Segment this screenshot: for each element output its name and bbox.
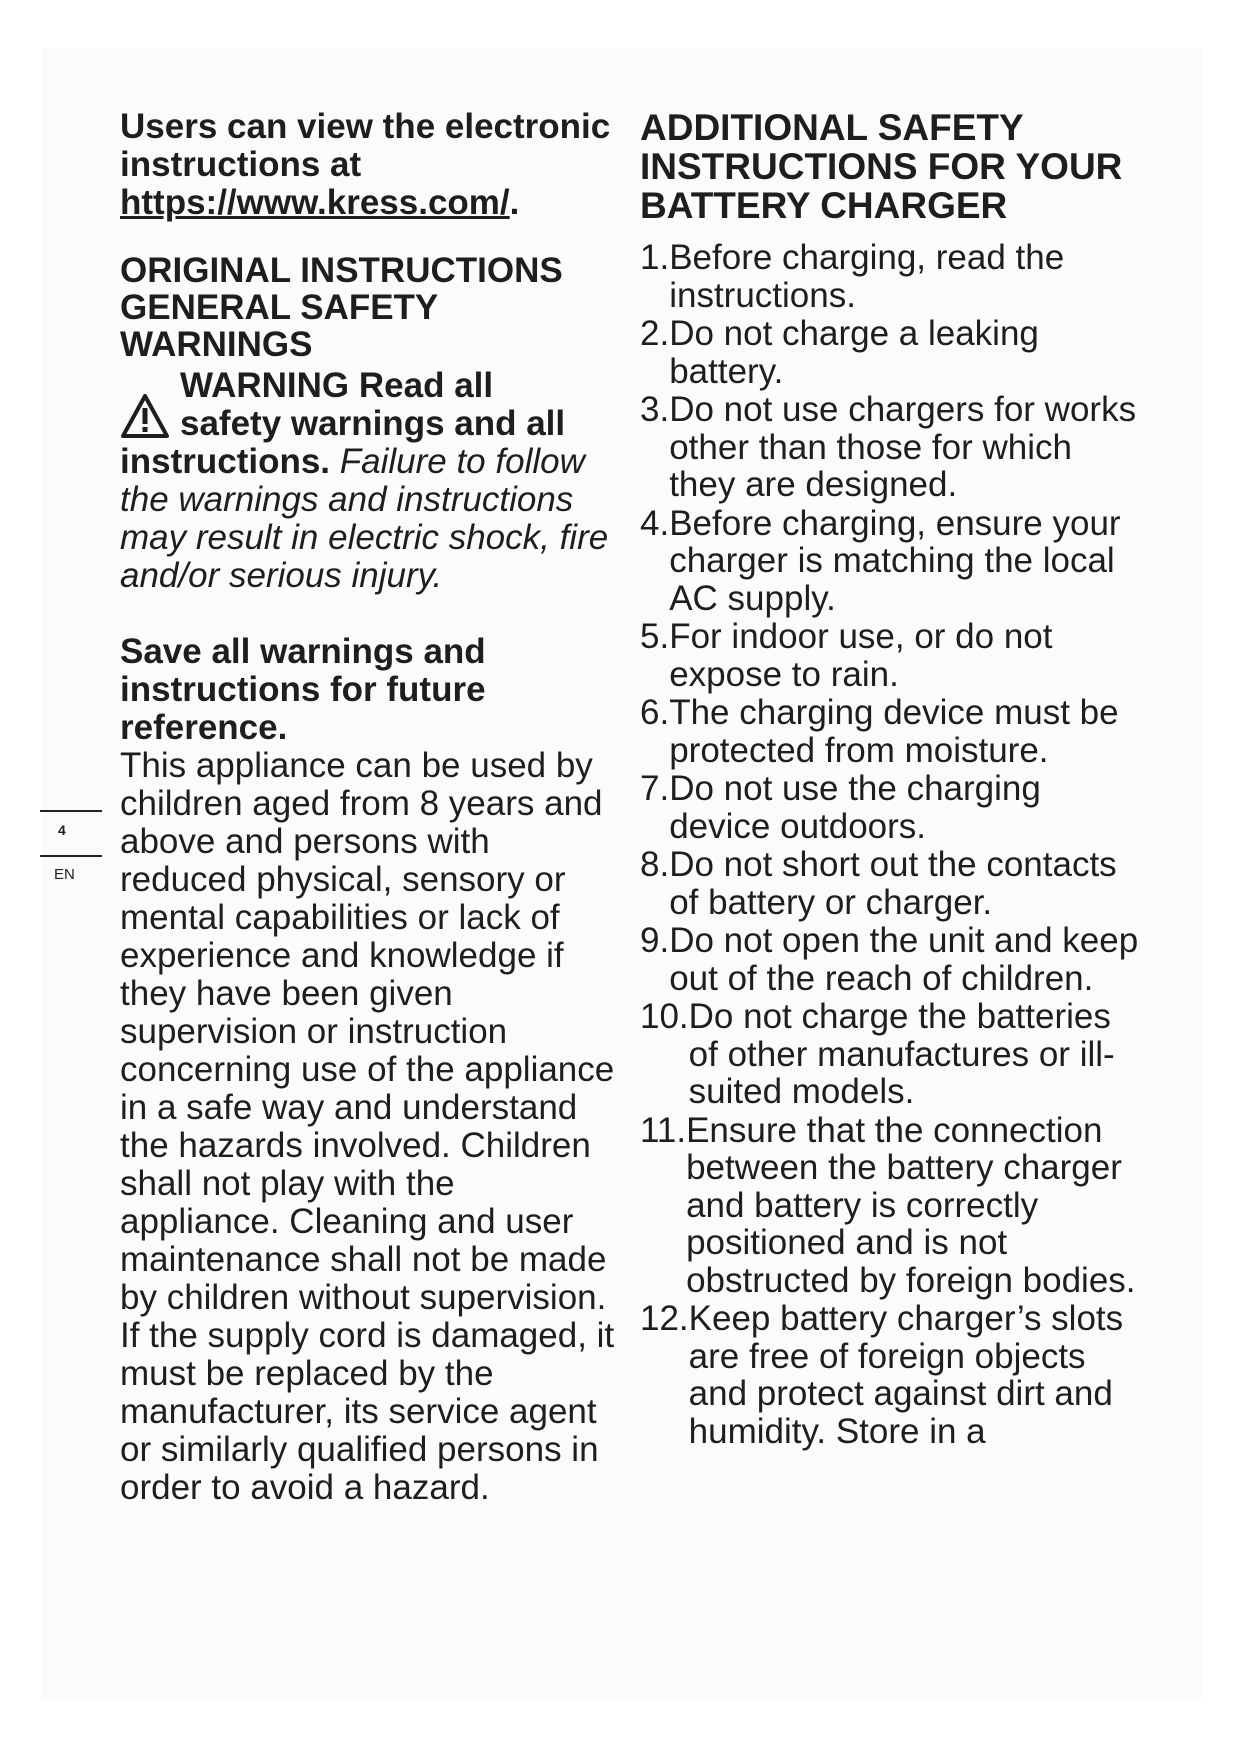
save-warnings-heading: Save all warnings and instructions for future reference. (120, 632, 486, 747)
list-item-text: Before charging, read the instructions. (669, 238, 1065, 315)
kress-link[interactable]: https://www.kress.com/ (120, 183, 510, 222)
warning-rest (120, 443, 615, 595)
list-item-number: 2. (640, 314, 670, 353)
warning-bold-line-2: safety warnings and all (180, 404, 566, 443)
list-item-number: 4. (640, 503, 670, 543)
appliance-paragraph: This appliance can be used by children aged from 8 years and above and persons with reduced physical, sensory or mental capabilities or lack of experience and knowledge if they have been given supervision or instruction concerning use of the appliance in a safe way and understand the hazards involved. Children shall not play with the appliance. Cleaning and user maintenance shall not be made by children without supervision. (120, 746, 615, 1317)
side-divider-top (40, 810, 102, 812)
list-item (640, 391, 1140, 504)
intro-end: . (509, 183, 520, 222)
warning-block (120, 367, 615, 595)
list-item-text: The charging device must be protected from moisture. (669, 693, 1119, 770)
warning-bold-line-3: instructions. (120, 442, 331, 481)
list-item-text: Keep battery charger’s slots are free of foreign objects and protect against dirt and humidity. Store in a (688, 1299, 1124, 1451)
list-item (640, 846, 1140, 921)
battery-charger-heading: ADDITIONAL SAFETY INSTRUCTIONS FOR YOUR BATTERY CHARGER (640, 107, 1123, 226)
list-item-number: 7. (640, 769, 670, 808)
list-item-text: Do not short out the contacts of battery or charger. (669, 845, 1117, 922)
page-number: 4 (58, 822, 66, 838)
list-item-text: Do not use the charging device outdoors. (669, 769, 1041, 846)
warning-italic-text: Failure to follow the warnings and instructions may result in electric shock, fire and/or serious injury. (120, 442, 609, 595)
list-item (640, 315, 1140, 390)
list-item-number: 9. (640, 921, 670, 960)
list-item-number: 5. (640, 617, 670, 656)
list-item (640, 1112, 1140, 1300)
warning-bold-lines (180, 367, 565, 443)
list-item-number: 10. (640, 997, 689, 1036)
list-item (640, 998, 1140, 1111)
side-divider-bottom (40, 855, 102, 857)
intro-label: Users can view the electronic instructions at (120, 107, 611, 184)
general-safety-heading: ORIGINAL INSTRUCTIONS GENERAL SAFETY WARNINGS (120, 251, 563, 364)
warning-first-lines (120, 367, 615, 443)
list-item (640, 922, 1140, 997)
right-column (640, 108, 1140, 1451)
list-item-number: 3. (640, 390, 670, 429)
list-item-text: Before charging, ensure your charger is matching the local AC supply. (669, 503, 1121, 618)
list-item-number: 12. (640, 1299, 689, 1338)
warning-icon (120, 393, 170, 439)
list-item-text: For indoor use, or do not expose to rain. (669, 617, 1053, 694)
list-item (640, 1300, 1140, 1450)
list-item (640, 770, 1140, 845)
list-item (640, 239, 1140, 314)
warning-bold-line-1: WARNING Read all (180, 366, 494, 405)
charger-instructions-list (640, 239, 1140, 1450)
list-item-text: Do not use chargers for works other than those for which they are designed. (669, 390, 1137, 504)
list-item-number: 1. (640, 238, 670, 277)
list-item-number: 11. (640, 1110, 687, 1150)
list-item (640, 618, 1140, 693)
list-item-number: 8. (640, 845, 670, 884)
intro-text (120, 108, 615, 222)
list-item-number: 6. (640, 693, 670, 732)
language-code: EN (54, 866, 75, 883)
left-column (120, 108, 615, 1507)
list-item-text: Do not charge a leaking battery. (669, 314, 1039, 391)
list-item (640, 694, 1140, 769)
list-item-text: Ensure that the connection between the battery charger and battery is correctly positioned and is not obstructed by foreign bodies. (686, 1110, 1136, 1300)
list-item-text: Do not charge the batteries of other manufactures or ill-suited models. (688, 997, 1115, 1111)
list-item-text: Do not open the unit and keep out of the reach of children. (669, 921, 1139, 998)
list-item (640, 505, 1140, 618)
supply-cord-paragraph: If the supply cord is damaged, it must be replaced by the manufacturer, its service agent or similarly qualified persons in order to avoid a hazard. (120, 1316, 615, 1507)
